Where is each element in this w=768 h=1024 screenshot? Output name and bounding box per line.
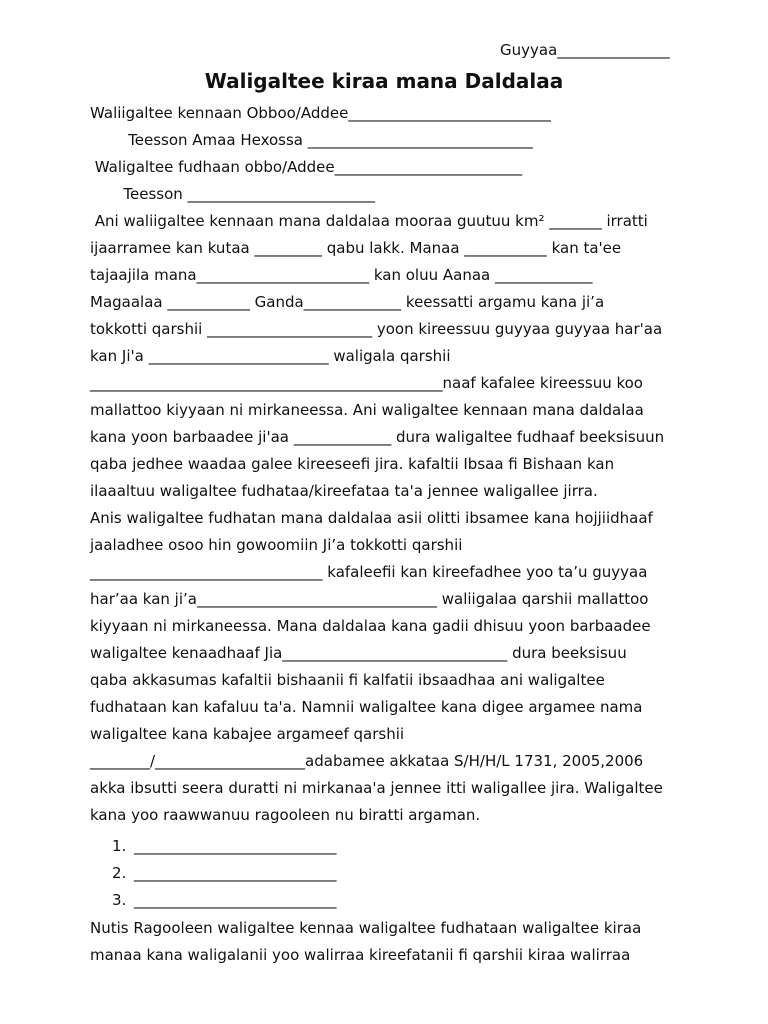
- witness-item: [112, 890, 337, 910]
- footer-line: Nutis Ragooleen waligaltee kennaa waligaltee fudhataan waligaltee kiraa: [90, 919, 642, 937]
- body-line: qaba jedhee waadaa galee kireeseefi jira. kafaltii Ibsaa fi Bishaan kan: [90, 455, 615, 473]
- lessee-line: Waligaltee fudhaan obbo/Addee_________________________: [90, 158, 523, 176]
- lessor-line: Waliigaltee kennaan Obboo/Addee___________________________: [90, 104, 551, 122]
- body-line: fudhataan kan kafaluu ta'a. Namnii waligaltee kana digee argamee nama: [90, 698, 643, 716]
- witness-blank: ___________________________: [134, 837, 337, 855]
- body-line: tajaajila mana_______________________ kan oluu Aanaa _____________: [90, 266, 593, 284]
- body-line: _______________________________ kafaleefii kan kireefadhee yoo ta’u guyyaa: [90, 563, 648, 581]
- lessor-address-line: Teesson Amaa Hexossa ______________________________: [90, 131, 533, 149]
- body-line: Anis waligaltee fudhatan mana daldalaa asii olitti ibsamee kana hojjiidhaaf: [90, 509, 653, 527]
- body-line: ________/____________________adabamee akkataa S/H/H/L 1731, 2005,2006: [90, 752, 644, 770]
- witness-item: [112, 836, 337, 856]
- body-line: akka ibsutti seera duratti ni mirkanaa'a jennee itti waligallee jira. Waligaltee: [90, 779, 663, 797]
- body-line: kiyyaan ni mirkaneessa. Mana daldalaa kana gadii dhisuu yoon barbaadee: [90, 617, 651, 635]
- body-line: waligaltee kana kabajee argameef qarshii: [90, 725, 405, 743]
- body-line: har’aa kan ji’a________________________________ waliigalaa qarshii mallattoo: [90, 590, 649, 608]
- witness-number: 2.: [112, 864, 127, 882]
- date-field: Guyyaa_______________: [500, 41, 670, 59]
- body-line: tokkotti qarshii ______________________ yoon kireessuu guyyaa guyyaa har'aa: [90, 320, 663, 338]
- body-line: ijaarramee kan kutaa _________ qabu lakk. Manaa ___________ kan ta'ee: [90, 239, 622, 257]
- lessee-address-line: Teesson _________________________: [90, 185, 376, 203]
- body-line: kan Ji'a ________________________ waligala qarshii: [90, 347, 451, 365]
- body-line: qaba akkasumas kafaltii bishaanii fi kalfatii ibsaadhaa ani waligaltee: [90, 671, 605, 689]
- footer-line: manaa kana waligalanii yoo walirraa kireefatanii fi qarshii kiraa walirraa: [90, 946, 631, 964]
- witness-blank: ___________________________: [134, 864, 337, 882]
- body-line: mallattoo kiyyaan ni mirkaneessa. Ani waligaltee kennaan mana daldalaa: [90, 401, 644, 419]
- body-line: kana yoo raawwanuu ragooleen nu biratti argaman.: [90, 806, 481, 824]
- body-line: ilaaaltuu waligaltee fudhataa/kireefataa ta'a jennee waligallee jirra.: [90, 482, 598, 500]
- body-line: Ani waliigaltee kennaan mana daldalaa mooraa guutuu km² _______ irratti: [90, 212, 648, 230]
- witness-number: 3.: [112, 891, 127, 909]
- body-line: jaaladhee osoo hin gowoomiin Ji’a tokkotti qarshii: [90, 536, 463, 554]
- witness-item: [112, 863, 337, 883]
- witness-blank: ___________________________: [134, 891, 337, 909]
- body-line: waligaltee kenaadhaaf Jia______________________________ dura beeksisuu: [90, 644, 627, 662]
- body-line: kana yoon barbaadee ji'aa _____________ dura waligaltee fudhaaf beeksisuun: [90, 428, 665, 446]
- body-line: _______________________________________________naaf kafalee kireessuu koo: [90, 374, 643, 392]
- witness-number: 1.: [112, 837, 127, 855]
- body-line: Magaalaa ___________ Ganda_____________ keessatti argamu kana ji’a: [90, 293, 605, 311]
- document-title: Waligaltee kiraa mana Daldalaa: [204, 69, 564, 93]
